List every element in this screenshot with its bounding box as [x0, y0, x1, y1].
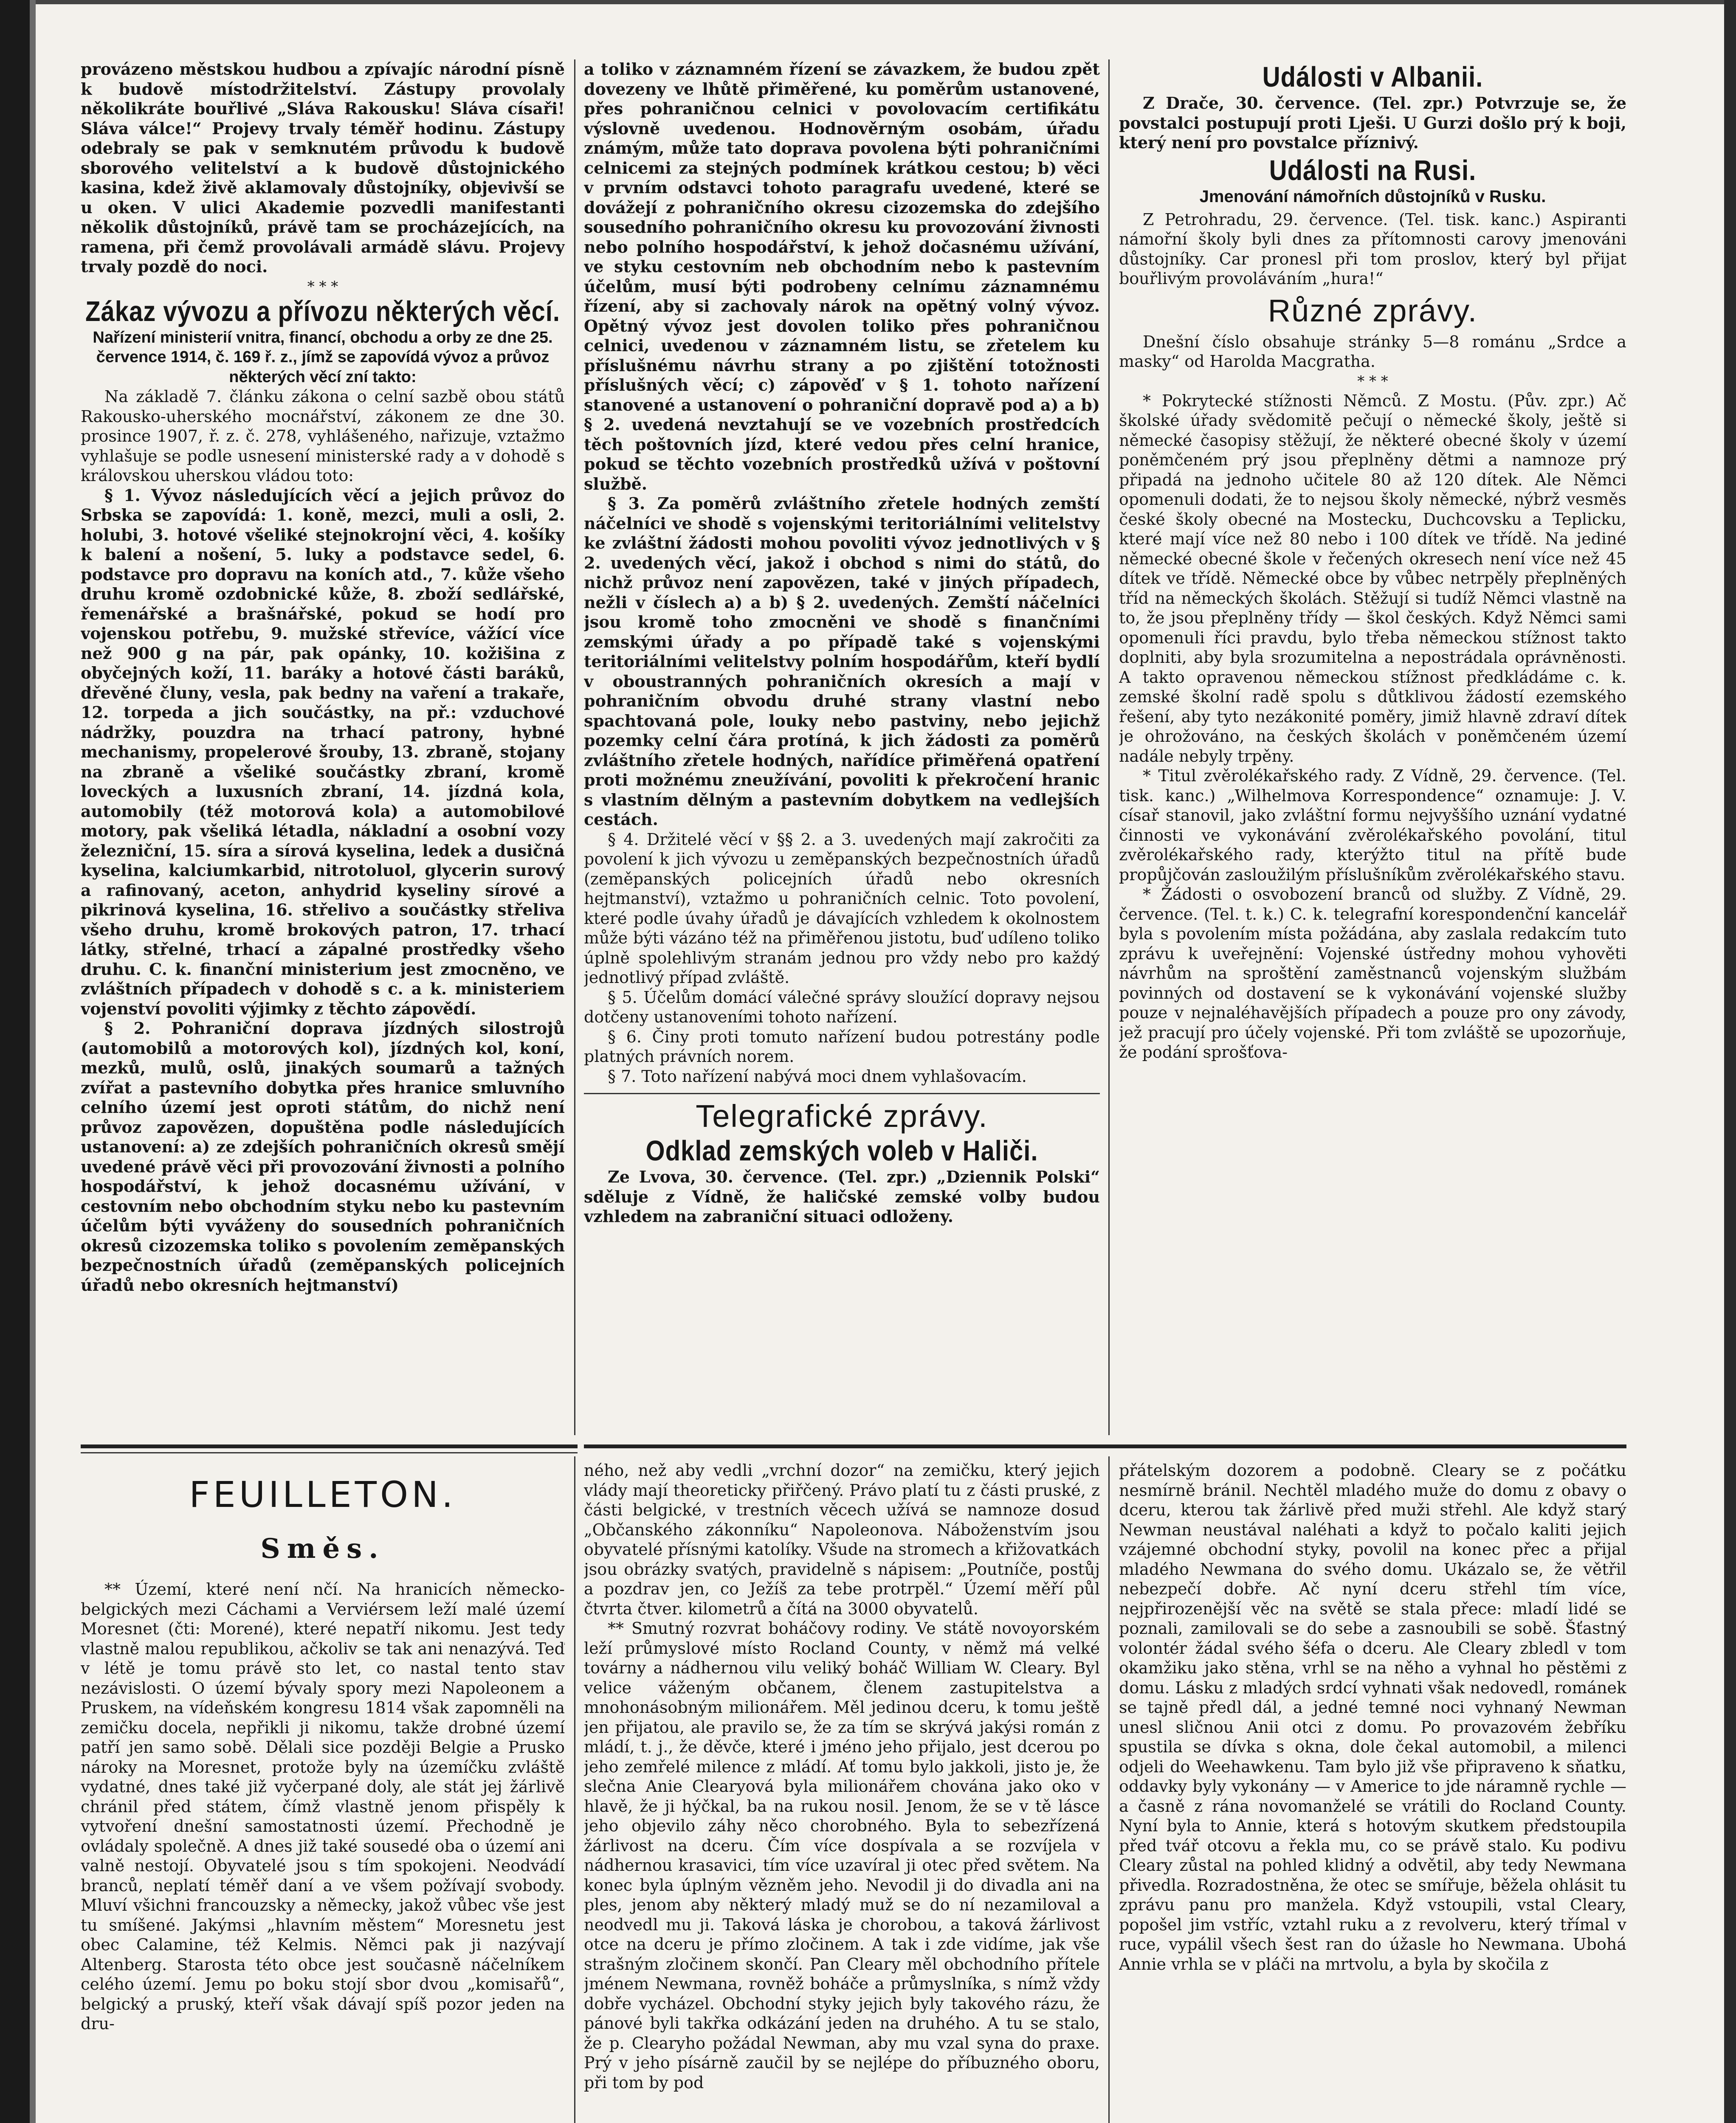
scan-right-edge — [1724, 0, 1736, 2123]
ruzne-paragraph: * Žádosti o osvobození branců od služby. Z Vídně, 29. července. (Tel. t. k.) C. k. telegrafní korespondenční kancelář byla s povolením místa požádána, aby zaslala redakcím tuto zprávu k uveřejnění: Vojenské ústředny mohou vyhověti návrhům na sproštění zaměstnanců vojenským službám povinných od dostavení se k vykonávání vojenské služby pouze v nejnaléhavějších případech a pouze pro ony závody, jež pracují pro účely vojenské. Při tom zvláště se upozorňuje, že podání sprošťova- — [1119, 885, 1626, 1062]
rusi-paragraph: Z Petrohradu, 29. července. (Tel. tisk. kanc.) Aspiranti námořní školy byli dnes za přítomnosti carovy jmenováni důstojníky. Car pronesl při tom proslov, který byl přijat bouřlivým provoláváním „hura!“ — [1119, 210, 1626, 288]
smes-heading: Směs. — [260, 1533, 385, 1565]
col2-paragraph: § 6. Činy proti tomuto nařízení budou potrestány podle platných právních norem. — [584, 1027, 1100, 1066]
feuilleton-paragraph: ** Území, které není nčí. Na hranicích německo-belgických mezi Cáchami a Verviérsem leží malé území Moresnet (čti: Morené), které nepatří nikomu. Jest tedy vlastně malou republikou, ačkoliv se tak ani nenazývá. Teď v létě je tomu právě sto let, co nastal tento stav nezávislosti. O území bývaly spory mezi Napoleonem a Pruskem, na vídeňském kongresu 1814 však zapomněli na zemičku docela, nepřikli ji nikomu, takže drobné území patří jen samo sobě. Dělali sice později Belgie a Prusko nároky na Moresnet, protože byly na územíčku zvláště vydatné, dnes také již vyčerpané doly, ale stát jej žárlivě chránil před státem, čímž vlastně jenom přispěly k vytvoření dnešní samostatnosti území. Přechodně je ovládaly společně. A dnes již také sousedé oba o území ani valně nestojí. Obyvatelé jsou s tím spokojeni. Neodvádí branců, neplatí téměř daní a ve všem požívají svobody. Mluví všichni francouzsky a německy, jakož vůbec vše jest tu smíšené. Jakýmsi „hlavním městem“ Moresnetu jest obec Calamine, též Kelmis. Němci pak ji nazývají Altenberg. Starosta této obce jest současně náčelníkem celého území. Jemu po boku stojí sbor dvou „komisařů“, belgický a pruský, kteří však dávají spíš pozor jeden na dru- — [81, 1580, 565, 2033]
feuilleton-divider — [584, 1444, 1626, 1448]
feuilleton-column-1 — [81, 1580, 565, 2123]
albanie-paragraph: Z Drače, 30. července. (Tel. zpr.) Potvrzuje se, že povstalci postupují proti Lješi. U Gurzi došlo prý k boji, který není pro povstalce příznivý. — [1119, 93, 1626, 152]
intro-paragraph: provázeno městskou hudbou a zpívajíc národní písně k budově místodržitelství. Zástupy provolaly několikráte bouřlivé „Sláva Rakousku! Sláva císaři! Sláva válce!“ Projevy trvaly téměř hodinu. Zástupy odebraly se pak v semknutém průvodu k budově sborového velitelství a k budově důstojnického kasina, kdež živě aklamovaly důstojníky, objevivší se u oken. V ulici Akademie pozvedli manifestanti několik důstojníků, právě tam se procházejících, na ramena, při čemž provolávali armádě slávu. Projevy trvaly pozdě do noci. — [81, 59, 565, 276]
telegraf-headline: Telegrafické zprávy. — [696, 1098, 988, 1134]
feuilleton-column-2 — [584, 1461, 1100, 2123]
scan-top-edge — [0, 0, 1736, 4]
section-divider — [584, 1093, 1100, 1094]
col2-paragraph: § 5. Účelům domácí válečné správy sloužící dopravy nejsou dotčeny ustanoveními tohoto nařízení. — [584, 988, 1100, 1026]
newspaper-page — [81, 59, 1626, 2123]
column-rule — [574, 59, 575, 1435]
column-rule — [574, 1456, 575, 2123]
column-rule — [1108, 59, 1110, 1435]
albanie-headline: Události v Albanii. — [1262, 61, 1483, 93]
col2-paragraph: § 4. Držitelé věcí v §§ 2. a 3. uvedených mají zakročiti za povolení k jich vývozu u zeměpanských bezpečnostních úřadů (zeměpanských policejních úřadů nebo okresních hejtmanství), vztažmo u pohraničních celnic. Toto povolení, které podle úvahy úřadů je dávajících vzhledem k okolnostem může býti vázáno též na přiměřenou jistotu, buď udíleno toliko úplně spolehlivým stranám jednou pro vždy nebo pro každý jednotlivý případ zvláště. — [584, 830, 1100, 987]
feuilleton-divider — [81, 1444, 578, 1448]
ruzne-paragraph: * Titul zvěrolékařského rady. Z Vídně, 29. července. (Tel. tisk. kanc.) „Wilhelmova Korrespondence“ oznamuje: J. V. císař stanovil, jako zvláštní formu nejvyššího uznání vydatné činnosti ve vykonávání zvěrolékařského povolání, titul zvěrolékařského rady, kterýžto titul na přítě bude propůjčován zasloužilým příslušníkům zvěrolékařského stavu. — [1119, 766, 1626, 884]
column-2 — [584, 59, 1100, 1435]
column-rule — [1108, 1456, 1110, 2123]
zakaz-paragraph: Na základě 7. článku zákona o celní sazbě obou států Rakousko-uherského mocnářství, zákonem ze dne 30. prosince 1907, ř. z. č. 278, vyhlášeného, nařizuje, vztažmo vyhlašuje se podle usnesení ministerské rady a v dohodě s královskou uherskou vládou toto: — [81, 387, 565, 485]
zakaz-subtitle: Nařízení ministerií vnitra, financí, obchodu a orby ze dne 25. července 1914, č. 169 ř. z., jímž se zapovídá vývoz a průvoz některých věcí zní takto: — [93, 328, 553, 386]
feuilleton-heading: FEUILLETON. — [189, 1474, 457, 1515]
feuilleton-paragraph: ** Smutný rozvrat boháčovy rodiny. Ve státě novoyorském leží průmyslové místo Rocland County, v němž má velké továrny a nádhernou vilu veliký boháč William W. Cleary. Byl velice váženým občanem, členem zastupitelstva a mnohonásobným milionářem. Měl jedinou dceru, k tomu ještě jen přijatou, ale pravilo se, že za tím se skrývá jakýsi román z mládí, t. j., že děvče, které i jméno jeho přijalo, jest dcerou po jeho zemřelé milence z mládí. Ať tomu bylo jakkoli, jisto je, že slečna Anie Clearyová byla milionářem chována jako oko v hlavě, že ji hýčkal, ba na rukou nosil. Jenom, že se v tě lásce jeho objevilo záhy něco chorobného. Byla to sebezřízená žárlivost na dceru. Čím více dospívala a se rozvíjela v nádhernou krasavici, tím více uzavíral ji otec před světem. Na konec byla úplným vězněm jeho. Nevodil ji do divadla ani na ples, jenom aby některý mladý muž se do ní nezamiloval a neodvedl mu ji. Taková láska je chorobou, a taková žárlivost otce na dceru je přímo zločinem. A tak i zde vidíme, jak vše strašným zločinem skončí. Pan Cleary měl obchodního přítele jménem Newmana, rovněž boháče a průmyslníka, s nímž vždy dobře vycházel. Obchodní styky jejich byly takového rázu, že pánové byli takřka odkázání jeden na druhého. A tu se stalo, že p. Clearyho požádal Newman, aby mu vzal syna do praxe. Prý v jeho písárně zaučil by se nejlépe do příbuzného oboru, při tom by pod — [584, 1619, 1100, 2092]
zakaz-paragraph: § 1. Vývoz následujících věcí a jejich průvoz do Srbska se zapovídá: 1. koně, mezci, muli a osli, 2. holubi, 3. hotové všeliké stejnokrojní věci, 4. košíky k balení a nošení, 5. luky a podstavce sedel, 6. podstavce pro dopravu na koních atd., 7. kůže všeho druhu kromě ozdobnické kůže, 8. zboží sedlářské, řemenářské a brašnářské, pokud se hodí pro vojenskou potřebu, 9. mužské střevíce, vážící více než 900 g na pár, pak opánky, 10. kožišina z obyčejných koží, 11. baráky a hotové části baráků, dřevěné čluny, vesla, pak bedny na vaření a trakaře, 12. torpeda a jich součástky, na př.: vzduchové nádržky, pouzdra na trhací patrony, hybné mechanismy, propelerové šrouby, 13. zbraně, stojany na zbraně a všeliké součástky zbraní, kromě loveckých a luxusních zbraní, 14. jízdná kola, automobily (též motorová kola) a automobilové motory, pak všeliká létadla, nákladní a osobní vozy železniční, 15. síra a sírová kyselina, ledek a dusičná kyselina, kalciumkarbid, nitrotoluol, glycerin surový a rafinovaný, aceton, anhydrid kyseliny sírové a pikrinová kyselina, 16. střelivo a součástky střeliva všeho druhu, kromě brokových patron, 17. trhací látky, střelné, trhací a zápalné prostředky všeho druhu. C. k. finanční ministerium jest zmocněno, ve zvláštních případech v dohodě s c. a k. ministeriem vojenství povoliti výjimky z těchto zápovědí. — [81, 485, 565, 1018]
column-3 — [1119, 59, 1626, 1435]
feuilleton-divider-thin — [81, 1452, 578, 1453]
feuilleton-paragraph: ného, než aby vedli „vrchní dozor“ na zemičku, který jejich vlády mají theoreticky přiřčený. Právo platí tu z části pruské, z části belgické, v trestních věcech užívá se namnoze dosud „Občanského zákonníku“ Napoleonova. Náboženstvím jsou obyvatelé přísnými katolíky. Všude na stromech a křižovatkách jsou obrázky svatých, pravidelně s nápisem: „Poutníče, postůj a pozdrav jen, co Ježíš za tebe protrpěl.“ Území měří půl čtvrta čtver. kilometrů a čítá na 3000 obyvatelů. — [584, 1461, 1100, 1618]
section-stars: * * * — [1357, 372, 1388, 390]
col2-paragraph: § 3. Za poměrů zvláštního zřetele hodných zemští náčelníci ve shodě s vojenskými teritoriálními velitelstvy ke zvláštní žádosti mohou povoliti vývoz jednotlivých v § 2. uvedených věcí, jakož i obchod s nimi do států, do nichž průvoz není zapovězen, také v jiných případech, nežli v číslech a) a b) § 2. uvedených. Zemští náčelníci jsou kromě toho zmocněni ve shodě s finančními zemskými úřady a po případě také s vojenskými teritoriálními velitelstvy polním hospodářům, kteří bydlí v oboustranných pohraničních okresích a mají v pohraničním obvodu druhé strany vlastní nebo spachtovaná pole, louky nebo pastviny, nebo jejichž pozemky celní čára protíná, k jich žádosti za poměrů zvláštního zřetele hodných, nařídíce přiměřená opatření proti možnému zneužívání, povoliti k překročení hranic s vlastním dělným a pastevním dobytkem na vedlejších cestách. — [584, 494, 1100, 829]
col2-paragraph: § 7. Toto nařízení nabývá moci dnem vyhlašovacím. — [608, 1067, 1027, 1086]
feuilleton-column-3 — [1119, 1461, 1626, 2123]
column-1 — [81, 59, 565, 1435]
rusi-headline: Události na Rusi. — [1269, 154, 1477, 186]
odklad-headline: Odklad zemských voleb v Haliči. — [645, 1135, 1038, 1167]
ruzne-headline: Různé zprávy. — [1268, 293, 1478, 328]
ruzne-paragraph: * Pokrytecké stížnosti Němců. Z Mostu. (Pův. zpr.) Ač školské úřady svědomitě pečují o německé školy, ještě si německé časopisy stěžují, že některé obecné školy v území poněmčeném prý jsou přeplněny dětmi a namnoze prý připadá na jednoho učitele 80 až 120 dítek. Ale Němci opomenuli dodati, že to nejsou školy německé, nýbrž vesměs české školy obecné na Mostecku, Duchcovsku a Teplicku, které mají více než 80 nebo i 100 dítek ve třídě. Na jediné německé obecné škole v řečených okresech není více než 45 dítek ve třídě. Německé obce by vůbec netrpěly přeplněných tříd na německých školách. Stěžují si tudíž Němci vlastně na to, že jsou přeplněny třídy — škol českých. Když Němci sami opomenuli říci pravdu, bylo třeba německou stížnost takto doplniti, aby byla srozumitelna a nepostrádala oprávněnosti. A takto opravenou německou stížnost předkládáme c. k. zemské školní radě spolu s důtklivou žádostí ezemského řešení, aby tyto nezákonité poměry, jimiž hlavně zdraví dítek je ohrožováno, na českých školách v poněmčeném území nadále nebyly trpěny. — [1119, 391, 1626, 766]
col2-paragraph: a toliko v záznamném řízení se závazkem, že budou zpět dovezeny ve lhůtě přiměřené, ku poměrům ustanovené, přes pohraničnou celnici v povolovacím certifikátu výslovně uvedenou. Hodnověrným osobám, úřadu známým, může tato doprava povolena býti pohraničními celnicemi za stejných podmínek krátkou cestou; b) věci v prvním odstavci tohoto paragrafu uvedené, které se dovážejí z pohraničního okresu cizozemska do zdejšího sousedního pohraničního okresu ku provozování živnosti nebo polního hospodářství, k jehož dočasnému užívání, ve styku cestovním neb obchodním nebo k pastevním účelům, musí býti podrobeny celnímu záznamnému řízení, aby si zachovaly nárok na opětný volný vývoz. Opětný vývoz jest dovolen toliko přes pohraničnou celnici, uvedenou v záznamném listu, se zřetelem ku příslušnému návrhu strany a po zjištění totožnosti příslušných věcí; c) zápověď v § 1. tohoto nařízení stanovené a ustanovení o pohraniční dopravě pod a) a b) § 2. uvedená nevztahují se ve vozebních prostředcích těch poštovních jízd, které vedou přes celní hranice, pokud se těchto vozebních prostředků užívá v poštovní službě. — [584, 59, 1100, 493]
feuilleton-paragraph: přátelským dozorem a podobně. Cleary se z počátku nesmírně bránil. Nechtěl mladého muže do domu z obavy o dceru, kterou tak žárlivě před muži střehl. Ale když starý Newman neustával naléhati a když to počalo kaliti jejich vzájemné obchodní styky, povolil na konec přec a přijal mladého Newmana do svého domu. Ukázalo se, že větřil nebezpečí dobře. Ač nyní dceru střehl tím více, nejpřirozenější věc na světě se stala přece: mladí lidé se poznali, zamilovali se do sebe a zasnoubili se sobě. Šťastný volontér žádal svého šéfa o dceru. Ale Cleary zbledl v tom okamžiku jako stěna, vrhl se na něho a vyhnal ho pěstěmi z domu. Lásku z mladých srdcí vyhnati však nedovedl, románek se tajně předl dál, a jedné temné noci vyhnaný Newman unesl sličnou Anii otci z domu. Po provazovém žebříku spustila se dívka s okna, dole čekal automobil, a milenci odjeli do Weehawkenu. Tam bylo již vše připraveno k sňatku, oddavky byly vykonány — v Americe to jde náramně rychle — a časně z rána novomanželé se vrátili do Rocland County. Nyní byla to Annie, která s hotovým skutkem předstoupila před tvář otcovu a řekla mu, co se právě stalo. Ku podivu Cleary zůstal na pohled klidný a odvětil, aby tedy Newmana přivedla. Rozradostněna, že otec se smířuje, běžela ohlásit tu zprávu panu pro manžela. Když vstoupili, vstal Cleary, popošel jim vstříc, vztahl ruku a z revolveru, který třímal v ruce, vypálil všech šest ran do úžasle ho Newmana. Ubohá Annie vrhla se v pláči na mrtvolu, a byla by skočila z — [1119, 1461, 1626, 1974]
odklad-paragraph: Ze Lvova, 30. července. (Tel. zpr.) „Dziennik Polski“ sděluje z Vídně, že haličské zemské volby budou vzhledem na zabraniční situaci odloženy. — [584, 1167, 1100, 1226]
ruzne-intro: Dnešní číslo obsahuje stránky 5—8 románu „Srdce a masky“ od Harolda Macgratha. — [1119, 332, 1626, 371]
scan-binding-edge — [0, 0, 30, 2123]
rusi-subheadline: Jmenování námořních důstojníků v Rusku. — [1199, 187, 1546, 206]
section-stars: * * * — [307, 278, 338, 295]
zakaz-headline: Zákaz vývozu a přívozu některých věcí. — [85, 295, 560, 327]
zakaz-paragraph: § 2. Pohraniční doprava jízdných silostrojů (automobilů a motorových kol), jízdných kol, koní, mezků, mulů, oslů, jinakých soumarů a tažných zvířat a pastevního dobytka přes hranice smluvního celního území jest oproti státům, do nichž není průvoz zapovězen, dopuštěna podle následujících ustanovení: a) ze zdejších pohraničních okresů smějí uvedené právě věci při provozování živnosti a polního hospodářství, k jehož docasnému užívání, v cestovním nebo obchodním styku nebo ku pastevním účelům býti vyváženy do sousedních pohraničních okresů cizozemska toliko s povolením zeměpanských bezpečnostních úřadů (zeměpanských policejních úřadů nebo okresních hejtmanství) — [81, 1019, 565, 1295]
